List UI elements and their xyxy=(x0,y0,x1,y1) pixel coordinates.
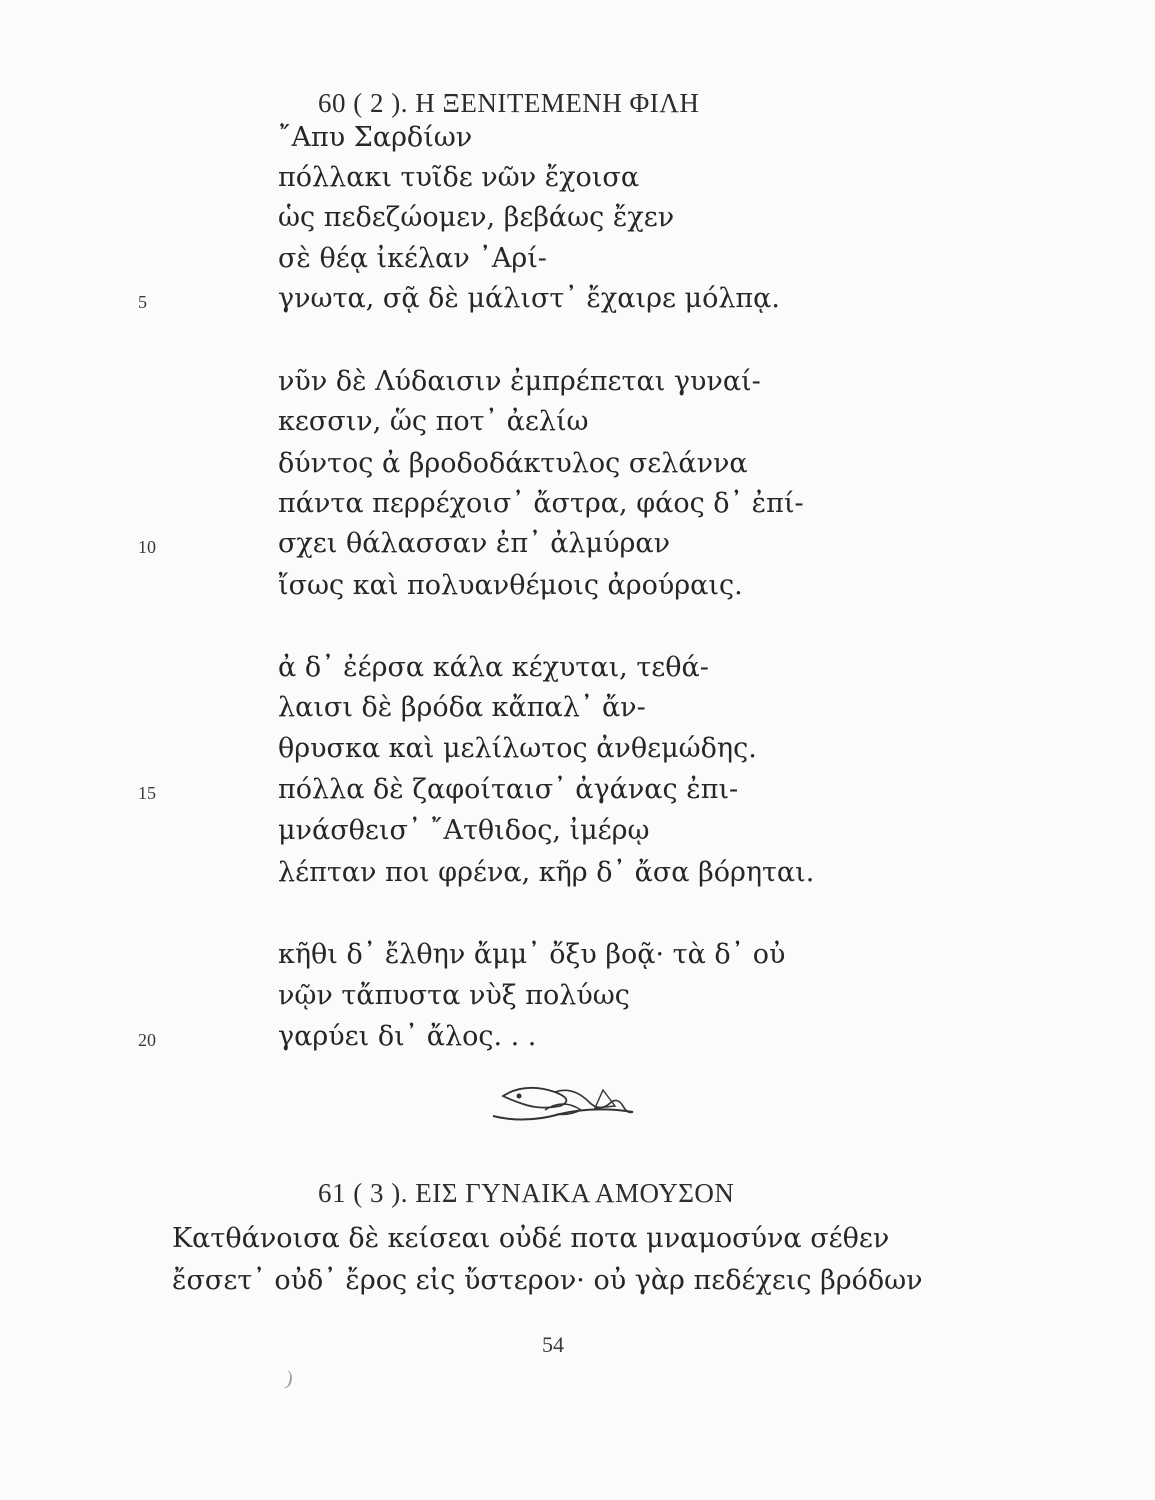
verse-line: πάντα περρέχοισ᾿ ἄστρα, φάος δ᾿ ἐπί- xyxy=(278,488,804,519)
page-number: 54 xyxy=(542,1332,564,1357)
verse-line: κῆθι δ᾿ ἔλθην ἄμμ᾿ ὄξυ βοᾷ· τὰ δ᾿ οὐ xyxy=(278,939,786,970)
verse-line: θρυσκα καὶ μελίλωτος ἀνθεμώδης. xyxy=(278,733,757,764)
fish-fleuron-icon xyxy=(485,1076,640,1128)
poem-title: 61 ( 3 ). ΕΙΣ ΓΥΝΑΙΚΑ ΑΜΟΥΣΟΝ xyxy=(318,1178,735,1208)
line-number: 5 xyxy=(138,292,147,312)
verse-line: νῦν δὲ Λύδαισιν ἐμπρέπεται γυναί- xyxy=(278,366,761,397)
verse-line: γνωτα, σᾷ δὲ μάλιστ᾿ ἔχαιρε μόλπᾳ. xyxy=(278,283,780,314)
verse-line: μνάσθεισ᾿ ῎Ατθιδος, ἰμέρῳ xyxy=(278,815,650,846)
verse-line: πόλλα δὲ ζαφοίταισ᾿ ἀγάνας ἐπι- xyxy=(278,774,739,805)
verse-line: δύντος ἀ βροδοδάκτυλος σελάννα xyxy=(278,448,748,479)
verse-line: κεσσιν, ὥς ποτ᾿ ἀελίω xyxy=(278,406,589,437)
line-number: 15 xyxy=(138,783,156,803)
verse-line: ἴσως καὶ πολυανθέμοις ἀρούραις. xyxy=(278,570,743,601)
verse-line: σχει θάλασσαν ἐπ᾿ ἀλμύραν xyxy=(278,528,671,559)
verse-line: ἀ δ᾿ ἐέρσα κάλα κέχυται, τεθά- xyxy=(278,652,709,683)
stray-mark: ) xyxy=(283,1367,295,1391)
verse-line: νῷν τἄπυστα νὺξ πολύως xyxy=(278,980,630,1011)
poem-title: 60 ( 2 ). Η ΞΕΝΙΤΕΜΕΝΗ ΦΙΛΗ xyxy=(318,88,700,118)
verse-line: ἔσσετ᾿ οὐδ᾿ ἔρος εἰς ὔστερον· οὐ γὰρ πεδέχεις βρόδων xyxy=(172,1265,923,1296)
verse-line: λαισι δὲ βρόδα κἄπαλ᾿ ἄν- xyxy=(278,692,646,723)
verse-line: ὡς πεδεζώομεν, βεβάως ἔχεν xyxy=(278,202,675,233)
verse-line: Κατθάνοισα δὲ κείσεαι οὐδέ ποτα μναμοσύνα σέθεν xyxy=(172,1223,890,1254)
verse-line: πόλλακι τυῖδε νῶν ἔχοισα xyxy=(278,162,640,193)
line-number: 20 xyxy=(138,1030,156,1050)
verse-line: λέπταν ποι φρένα, κῆρ δ᾿ ἄσα βόρηται. xyxy=(278,857,815,888)
verse-line: σὲ θέᾳ ἰκέλαν ᾿Αρί- xyxy=(278,243,547,274)
line-number: 10 xyxy=(138,537,156,557)
verse-line: ῎Απυ Σαρδίων xyxy=(278,122,473,153)
verse-line: γαρύει δι᾿ ἄλος. . . xyxy=(278,1021,537,1052)
